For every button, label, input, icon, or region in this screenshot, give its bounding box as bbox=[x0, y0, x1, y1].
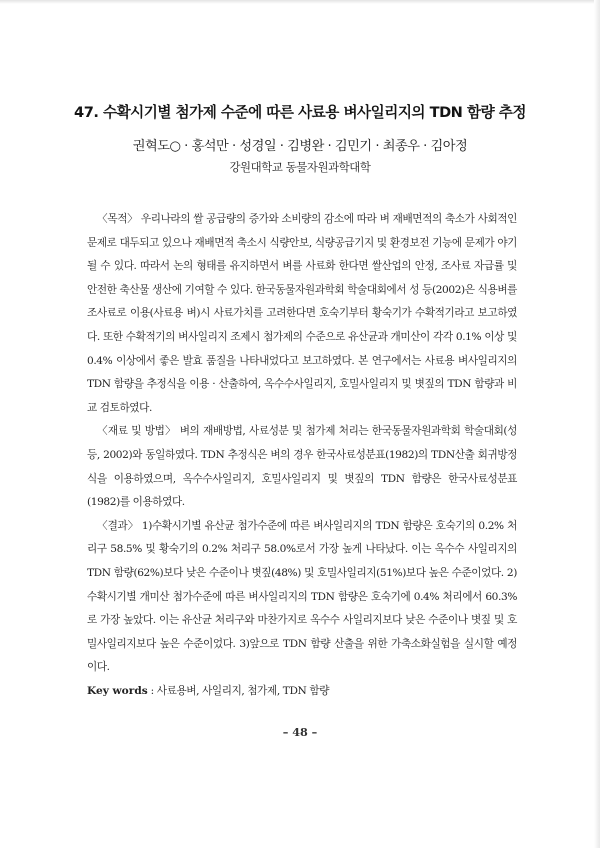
section-text: 벼의 재배방법, 사료성분 및 첨가제 처리는 한국동물자원과학회 학술대회(성 등, 2002)와 동일하였다. TDN 추정식은 벼의 경우 한국사료성분표(1982)의 TDN산출 회귀방정식을 이용하였으며, 옥수수사일리지, 호밀사일리지 및 볏짚의 TDN 함량은 한국사료성분표(1982)를 이용하였다. bbox=[87, 425, 517, 509]
page-number: – 48 – bbox=[282, 725, 318, 739]
affiliation: 강원대학교 동물자원과학대학 bbox=[229, 160, 371, 174]
scan-edge-top bbox=[0, 0, 600, 4]
section-label: 〈결과〉 bbox=[97, 519, 139, 532]
section-text: 1)수확시기별 유산균 첨가수준에 따른 벼사일리지의 TDN 함량은 호숙기의 0.2% 처리구 58.5% 및 황숙기의 0.2% 처리구 58.0%로서 가장 높게 나타났다. 이는 옥수수 사일리지의 TDN 함량(62%)보다 낮은 수준이나 볏짚(48%) 및 호밀사일리지(51%)보다 높은 수준이었다. 2)수확시기별 개미산 첨가수준에 따른 벼사일리지의 TDN 함량은 호숙기에 0.4% 처리에서 60.3%로 가장 높았다. 이는 유산균 처리구와 마찬가지로 옥수수 사일리지보다 낮은 수준이나 볏짚 및 호밀사일리지보다 높은 수준이었다. 3)앞으로 TDN 함량 산출을 위한 가축소화실험을 실시할 예정이다. bbox=[87, 519, 517, 674]
section-results bbox=[87, 515, 517, 680]
section-methods bbox=[87, 420, 517, 514]
section-label: 〈재료 및 방법〉 bbox=[97, 425, 177, 438]
section-text: 우리나라의 쌀 공급량의 증가와 소비량의 감소에 따라 벼 재배면적의 축소가 사회적인 문제로 대두되고 있으나 재배면적 축소시 식량안보, 식량공급기지 및 환경보전 기능에 문제가 야기될 수 있다. 따라서 논의 형태를 유지하면서 벼를 사료화 한다면 쌀산업의 안정, 조사료 자급률 및 안전한 축산물 생산에 기여할 수 있다. 한국동물자원과학회 학술대회에서 성 등(2002)은 식용벼를 조사료로 이용(사료용 벼)시 사료가치를 고려한다면 호숙기부터 황숙기가 수확적기라고 보고하였다. 또한 수확적기의 벼사일리지 조제시 첨가제의 수준으로 유산균과 개미산이 각각 0.1% 이상 및 0.4% 이상에서 좋은 발효 품질을 나타내었다고 보고하였다. 본 연구에서는 사료용 벼사일리지의 TDN 함량을 추정식을 이용 · 산출하여, 옥수수사일리지, 호밀사일리지 및 볏짚의 TDN 함량과 비교 검토하였다. bbox=[87, 213, 517, 414]
paper-title: 47. 수확시기별 첨가제 수준에 따른 사료용 벼사일리지의 TDN 함량 추정 bbox=[74, 104, 526, 121]
abstract-body bbox=[87, 208, 517, 703]
author-list: 권혁도○ · 홍석만 · 성경일 · 김병완 · 김민기 · 최종우 · 김아정 bbox=[132, 139, 468, 154]
scan-edge-right bbox=[594, 0, 600, 848]
keywords bbox=[87, 680, 517, 704]
section-purpose bbox=[87, 208, 517, 420]
keywords-text: : 사료용벼, 사일리지, 첨가제, TDN 함량 bbox=[147, 684, 330, 697]
keywords-label: Key words bbox=[87, 684, 148, 697]
section-label: 〈목적〉 bbox=[97, 213, 138, 225]
